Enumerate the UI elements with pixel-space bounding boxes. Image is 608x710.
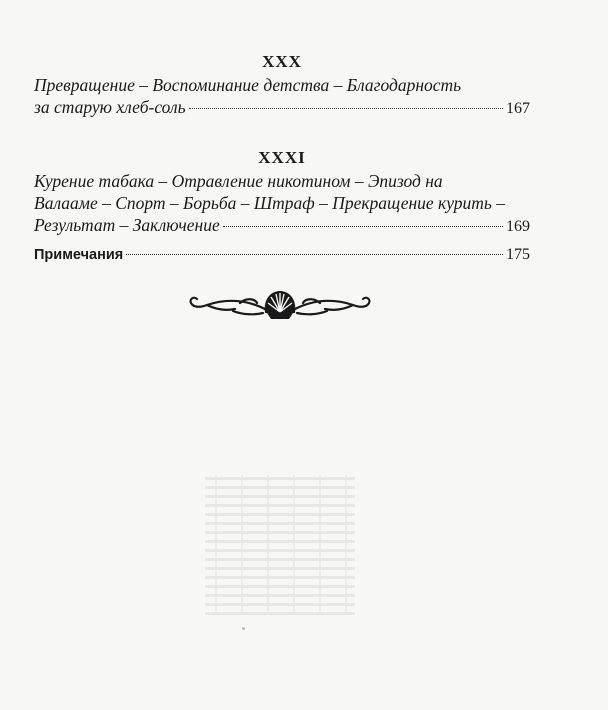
notes-title: Примечания xyxy=(34,247,124,263)
toc-entry-chapter-31 xyxy=(34,148,530,238)
chapter-title-text: за старую хлеб-соль xyxy=(34,97,186,117)
chapter-title-line: Курение табака – Отравление никотином – Эпизод на xyxy=(34,171,443,191)
bleed-through-shadow xyxy=(205,475,355,615)
chapter-title-last-line xyxy=(34,96,530,120)
dot-leader xyxy=(189,108,503,109)
page-number: 175 xyxy=(506,246,530,263)
shell-flourish-ornament-icon xyxy=(185,285,375,325)
toc-entry-chapter-30 xyxy=(34,52,530,120)
chapter-title-text: Результат – Заключение xyxy=(34,215,220,235)
chapter-title-line: Валааме – Спорт – Борьба – Штраф – Прекращение курить – xyxy=(34,193,505,213)
page-number: 167 xyxy=(506,100,530,117)
chapter-number: XXX xyxy=(262,52,302,71)
dot-leader xyxy=(126,254,503,255)
chapter-title-last-line xyxy=(34,214,530,238)
page-number: 169 xyxy=(506,218,530,235)
dot-leader xyxy=(223,226,503,227)
chapter-number: XXXI xyxy=(258,148,306,167)
toc-entry-notes xyxy=(34,244,530,266)
chapter-title-line: Превращение – Воспоминание детства – Благодарность xyxy=(34,75,462,95)
paper-speck xyxy=(242,627,245,630)
